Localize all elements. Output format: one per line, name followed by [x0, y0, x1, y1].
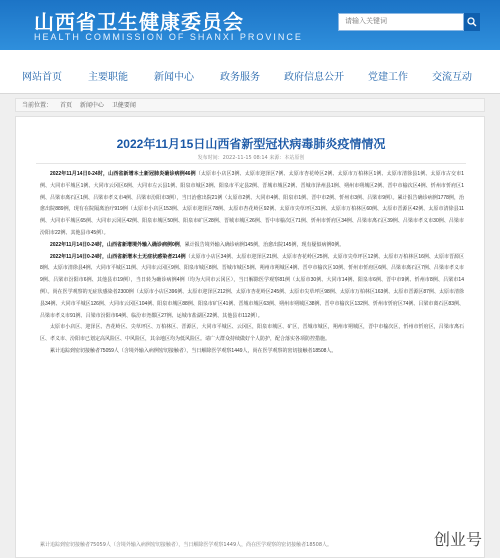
breadcrumb-home[interactable]: 首页 [59, 102, 72, 109]
nav-services[interactable]: 政务服务 [220, 72, 260, 83]
article-meta: 发布时间：2022-11-15 08:14 来源：本站原创 [197, 155, 305, 161]
paragraph-lead: 2022年11月14日0-24时，山西省新增本土新冠肺炎确诊病例46例 [50, 171, 196, 177]
breadcrumb-news[interactable]: 新闻中心 [79, 102, 104, 109]
article-title: 2022年11月15日山西省新型冠状病毒肺炎疫情情况 [116, 137, 386, 151]
paragraph [40, 240, 464, 252]
search-input[interactable]: 请输入关键词 [338, 13, 464, 31]
paragraph [40, 169, 464, 240]
nav-disclosure[interactable]: 政府信息公开 [284, 72, 344, 83]
article-panel [15, 116, 485, 558]
paragraph [40, 346, 464, 358]
paragraph [40, 252, 464, 323]
site-subtitle: HEALTH COMMISSION OF SHANXI PROVINCE [34, 32, 303, 42]
paragraph-text: （太原市小店区34例、太原市迎泽区21例、太原市杏花岭区25例、太原市尖草坪区12例、太原市万柏林区16例、太原市晋源区8例、太原市清徐县4例、大同市平城区11例、大同市云冈区9例、阳泉市城区8例、晋城市城区5例、朔州市朔城区4例、晋中市榆次区10例、忻州市忻府区6例、吕梁市离石区7例、吕梁市孝义市9例、吕梁市汾阳市6例、其他县市19例），当日转为确诊病例4例（均为大同市云冈区），当日解除医学观察81例（太原市30例、大同市14例、阳泉市6例、晋中市9例、忻州市8例、吕梁市14例）。尚在医学观察的无症状感染者2300例（太原市小店区396例、太原市迎泽区212例、太原市杏花岭区245例、太原市尖草坪区98例、太原市万柏林区163例、太原市晋源区87例、太原市清徐县34例、大同市平城区126例、大同市云冈区104例、阳泉市城区88例、阳泉市矿区41例、晋城市城区63例、朔州市朔城区38例、晋中市榆次区132例、忻州市忻府区74例、吕梁市离石区83例、吕梁市孝义市91例、吕梁市汾阳市64例、临汾市尧都区27例、运城市盐湖区22例、其他县市112例）。 [40, 253, 464, 319]
paragraph-lead: 2022年11月14日0-24时，山西省新增本土无症状感染者214例 [50, 253, 186, 260]
paragraph-text: 累计追踪到密切接触者75059人（含境外输入病例密切接触者），当日解除医学观察1449人，尚在医学观察的密切接触者18508人。 [50, 347, 337, 354]
main-nav [0, 50, 500, 94]
footer-note: 累计追踪到密切接触者75059人（含境外输入病例密切接触者），当日解除医学观察1449人，尚在医学观察的密切接触者18508人。 [40, 542, 333, 548]
paragraph-text: ，累计报告境外输入确诊病例145例，治愈出院145例，现有疑似病例0例。 [179, 241, 345, 248]
search-icon [467, 17, 477, 27]
nav-functions[interactable]: 主要职能 [88, 72, 128, 83]
search-button[interactable] [464, 13, 480, 31]
site-title[interactable]: 山西省卫生健康委员会 [34, 10, 244, 34]
paragraph-text: （太原市小店区3例、太原市迎泽区7例、太原市杏花岭区2例、太原市万柏林区1例、太原市清徐县1例、太原市古交市1例、大同市平城区1例、大同市云冈区6例、大同市左云县1例、阳泉市城区3例、阳泉市平定县2例、晋城市城区2例、晋城市泽州县1例、朔州市朔城区2例、晋中市榆次区4例、忻州市忻府区1例、吕梁市离石区1例、吕梁市孝义市4例、吕梁市汾阳市3例），当日治愈出院21例（太原市2例、大同市4例、阳泉市1例、晋中市2例、忻州市3例、吕梁市9例）。累计报告确诊病例1778例，治愈出院889例，现有在院隔离治疗919例（太原市小店区153例、太原市迎泽区78例、太原市杏花岭区92例、太原市尖草坪区31例、太原市万柏林区60例、太原市晋源区42例、太原市清徐县11例、大同市平城区65例、大同市云冈区42例、阳泉市城区50例、阳泉市矿区28例、晋城市城区26例、晋中市榆次区71例、忻州市忻府区34例、吕梁市离石区39例、吕梁市孝义市30例、吕梁市汾阳市22例、其他县市45例）。 [40, 171, 464, 236]
breadcrumb [15, 98, 485, 112]
paragraph [40, 322, 464, 346]
article-body [40, 169, 464, 358]
paragraph-lead: 2022年11月14日0-24时，山西省新增境外输入确诊病例0例 [50, 241, 180, 248]
paragraph-text: 太原市小店区、迎泽区、杏花岭区、尖草坪区、万柏林区、晋源区，大同市平城区、云冈区，阳泉市城区、矿区，晋城市城区，朔州市朔城区，晋中市榆次区，忻州市忻府区，吕梁市离石区、孝义市、汾阳市已划定高风险区、中风险区，其余地区均为低风险区。请广大群众持续做好个人防护，配合落实各项防控措施。 [40, 324, 464, 343]
breadcrumb-prefix: 当前位置： [22, 102, 53, 109]
nav-interaction[interactable]: 交流互动 [432, 72, 472, 83]
site-header [0, 0, 500, 50]
breadcrumb-current[interactable]: 卫健要闻 [111, 102, 136, 109]
nav-news[interactable]: 新闻中心 [154, 72, 194, 83]
divider [36, 163, 466, 164]
nav-home[interactable]: 网站首页 [22, 72, 62, 83]
watermark-logo: 创业号 [434, 530, 483, 549]
nav-party[interactable]: 党建工作 [368, 72, 408, 83]
